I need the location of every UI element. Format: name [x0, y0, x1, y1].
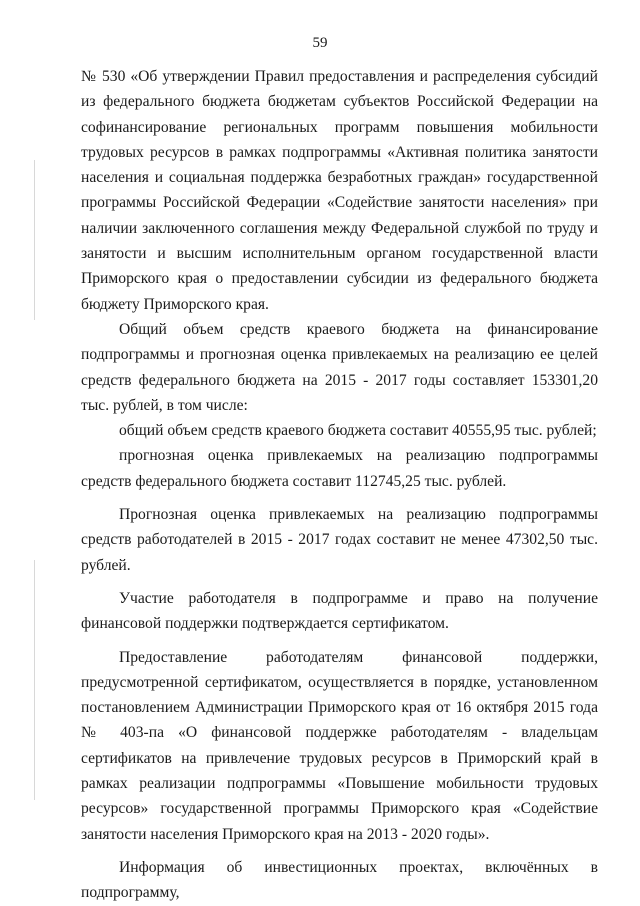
paragraph-total-funding: Общий объем средств краевого бюджета на финансирование подпрограммы и прогнозная оценка привлекаемых на реализацию ее целей средств федерального бюджета на 2015 - 2017 годы составляет 153301,20 тыс. рублей, в том числе:: [81, 320, 598, 414]
paragraph-subsidy-rules: № 530 «Об утверждении Правил предоставления и распределения субсидий из федерального бюджета бюджетам субъектов Российской Федерации на софинансирование региональных программ повышения мобильности трудовых ресурсов в рамках подпрограммы «Активная политика занятости населения и социальная поддержка безработных граждан» государственной программы Российской Федерации «Содействие занятости населения» при наличии заключенного соглашения между Федеральной службой по труду и занятости и высшим исполнительным органом государственной власти Приморского края о предоставлении субсидии из федерального бюджета бюджету Приморского края.: [81, 68, 598, 313]
document-body: [81, 64, 598, 906]
paragraph-financial-support: Предоставление работодателям финансовой поддержки, предусмотренной сертификатом, осуществляется в порядке, установленном постановлением Администрации Приморского края от 16 октября 2015 года № 403-па «О финансовой поддержке работодателям - владельцам сертификатов на привлечение трудовых ресурсов в Приморский край в рамках реализации подпрограммы «Повышение мобильности трудовых ресурсов» государственной программы Приморского края «Содействие занятости населения Приморского края на 2013 - 2020 годы».: [81, 648, 598, 843]
scan-edge-mark: [34, 560, 35, 800]
paragraph-employer-funds: Прогнозная оценка привлекаемых на реализацию подпрограммы средств работодателей в 2015 - 2017 годах составит не менее 47302,50 тыс. рублей.: [81, 506, 598, 574]
scan-edge-mark: [34, 160, 35, 320]
paragraph-certificate: Участие работодателя в подпрограмме и право на получение финансовой поддержки подтверждается сертификатом.: [81, 589, 598, 633]
paragraph-regional-budget: общий объем средств краевого бюджета составит 40555,95 тыс. рублей;: [119, 422, 597, 440]
paragraph-investment-projects: Информация об инвестиционных проектах, включённых в подпрограмму,: [81, 858, 598, 902]
paragraph-federal-budget: прогнозная оценка привлекаемых на реализацию подпрограммы средств федерального бюджета составит 112745,25 тыс. рублей.: [81, 447, 598, 490]
page-number: 59: [312, 35, 328, 51]
